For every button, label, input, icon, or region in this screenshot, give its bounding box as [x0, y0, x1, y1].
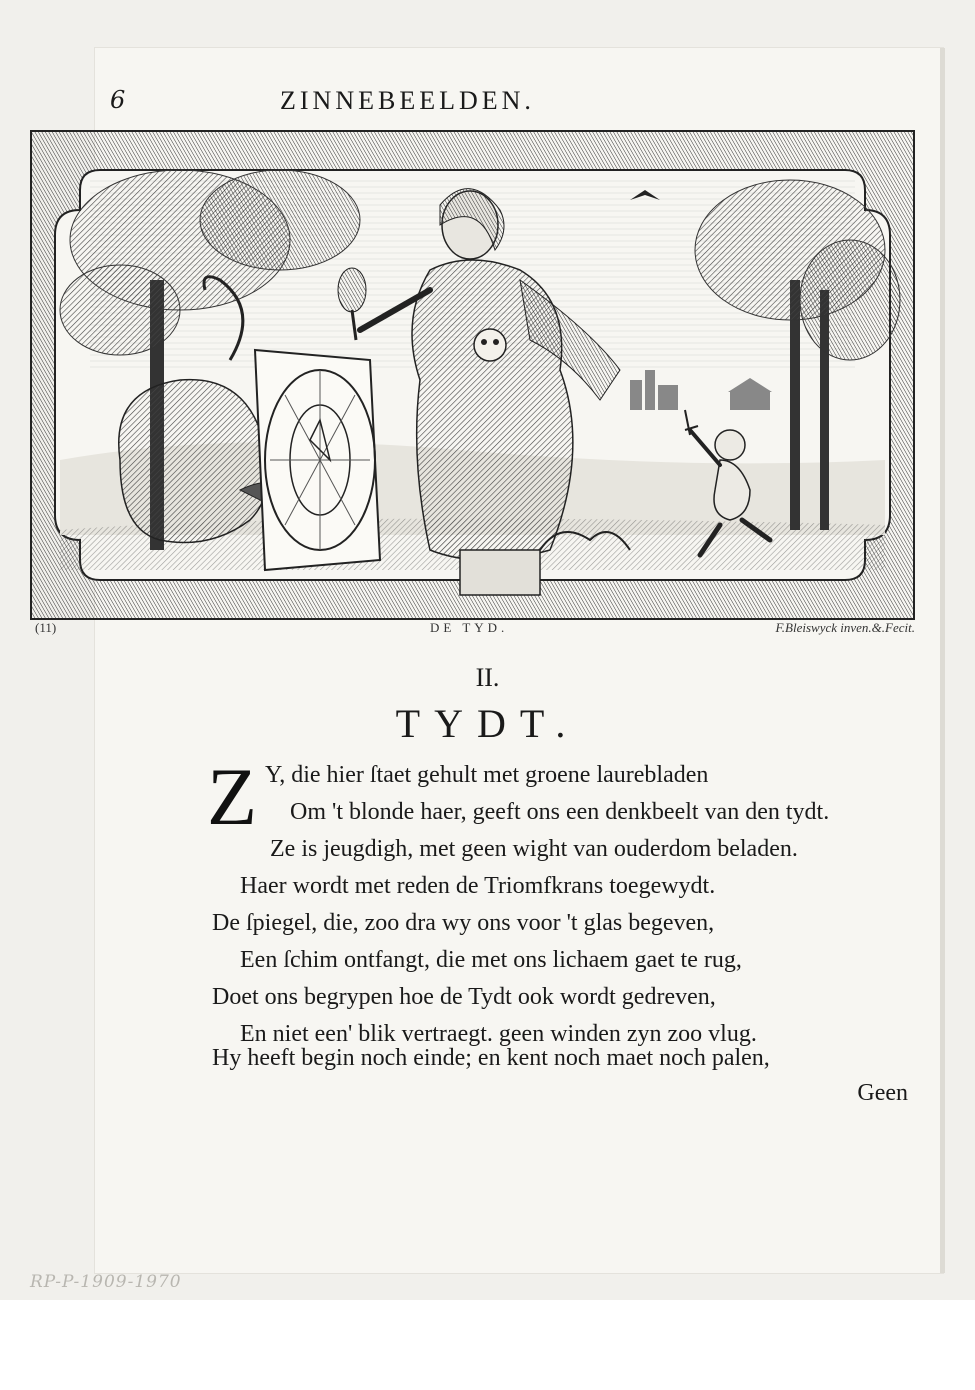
engraving-illustration [30, 130, 915, 620]
section-number: II. [475, 663, 500, 692]
poem-line: En niet een' blik vertraegt. geen winden zyn zoo vlug. [240, 1021, 757, 1047]
poem-line: Haer wordt met reden de Triomfkrans toegewydt. [240, 873, 716, 899]
zodiac-tablet [255, 350, 380, 570]
drop-cap: Z [207, 751, 258, 842]
plate-number: (11) [35, 620, 57, 635]
skull [474, 329, 506, 361]
page-number: 6 [110, 86, 126, 114]
page-edge [940, 48, 945, 1273]
plate-signature: F.Bleiswyck inven.&.Fecit. [775, 620, 915, 635]
poem-line: Een ſchim ontfangt, die met ons lichaem gaet te rug, [240, 947, 742, 973]
section-title: TYDT. [395, 701, 580, 746]
inventory-number: RP-P-1909-1970 [30, 1272, 182, 1292]
poem-line: Y, die hier ſtaet gehult met groene laurebladen [265, 762, 709, 788]
poem-line: Om 't blonde haer, geeft ons een denkbeelt van den tydt. [290, 799, 830, 825]
poem-line: Doet ons begrypen hoe de Tydt ook wordt gedreven, [212, 984, 716, 1010]
catchword: Geen [857, 1080, 908, 1106]
poem-line: De ſpiegel, die, zoo dra wy ons voor 't glas begeven, [212, 910, 715, 936]
poem-line: Ze is jeugdigh, met geen wight van ouderdom beladen. [270, 836, 798, 862]
plate-title: DE TYD. [430, 620, 509, 635]
running-head: ZINNEBEELDEN. [280, 86, 535, 115]
page-header [110, 86, 760, 126]
plate-caption [35, 620, 915, 642]
poem-line: Hy heeft begin noch einde; en kent noch maet noch palen, [212, 1045, 770, 1071]
